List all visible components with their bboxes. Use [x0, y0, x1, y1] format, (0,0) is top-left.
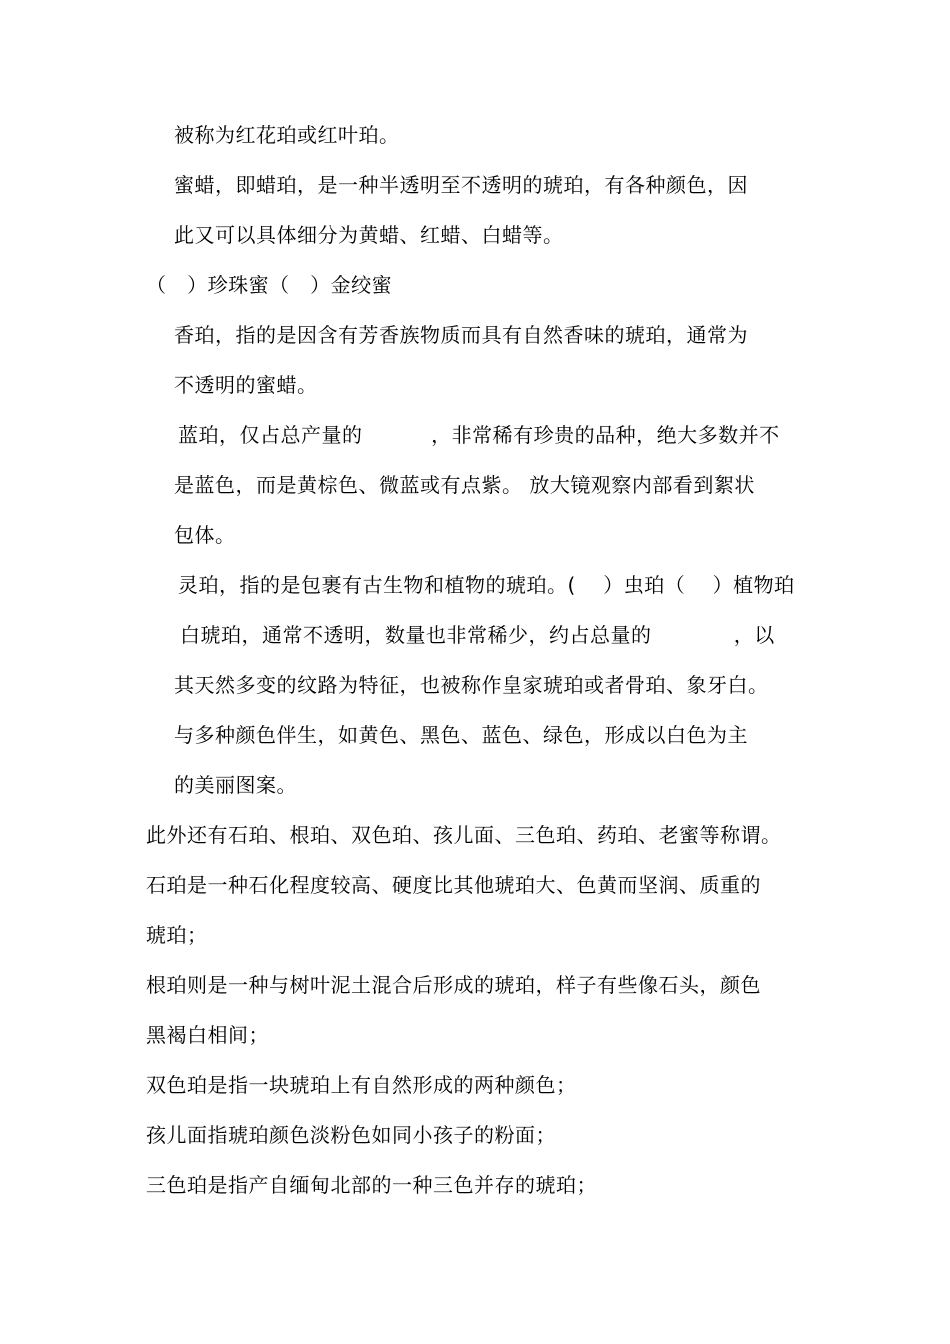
text-line: 双色珀是指一块琥珀上有自然形成的两种颜色；: [146, 1073, 577, 1097]
text-line: 孩儿面指琥珀颜色淡粉色如同小孩子的粉面；: [146, 1123, 556, 1147]
text-line: 香珀，指的是因含有芳香族物质而具有自然香味的琥珀，通常为: [174, 323, 748, 347]
text-line: 被称为红花珀或红叶珀。: [174, 123, 400, 147]
text-line: 白琥珀，通常不透明，数量也非常稀少，约占总量的 ，以: [180, 623, 775, 647]
text-line: 蓝珀，仅占总产量的 ，非常稀有珍贵的品种，绝大多数并不: [178, 423, 780, 447]
text-line: 三色珀是指产自缅甸北部的一种三色并存的琥珀；: [146, 1173, 597, 1197]
text-line: 根珀则是一种与树叶泥土混合后形成的琥珀，样子有些像石头，颜色: [146, 973, 761, 997]
text-line: 包体。: [174, 523, 236, 547]
text-line: 的美丽图案。: [174, 773, 297, 797]
text-line: 灵珀，指的是包裹有古生物和植物的琥珀。( ）虫珀（ ）植物珀: [178, 573, 795, 597]
text-line: 不透明的蜜蜡。: [174, 373, 318, 397]
text-line: 其天然多变的纹路为特征，也被称作皇家琥珀或者骨珀、象牙白。: [174, 673, 769, 697]
text-line: 此又可以具体细分为黄蜡、红蜡、白蜡等。: [174, 223, 564, 247]
text-line: 此外还有石珀、根珀、双色珀、孩儿面、三色珀、药珀、老蜜等称谓。: [146, 823, 782, 847]
text-line: 石珀是一种石化程度较高、硬度比其他琥珀大、色黄而坚润、质重的: [146, 873, 761, 897]
text-line: 琥珀；: [146, 923, 208, 947]
text-line: 蜜蜡，即蜡珀，是一种半透明至不透明的琥珀，有各种颜色，因: [174, 173, 748, 197]
text-line: 黑褐白相间；: [146, 1023, 269, 1047]
text-line: 是蓝色，而是黄棕色、微蓝或有点紫。 放大镜观察内部看到絮状: [174, 473, 755, 497]
text-line: （ ）珍珠蜜（ ）金绞蜜: [146, 273, 393, 297]
text-line: 与多种颜色伴生，如黄色、黑色、蓝色、绿色，形成以白色为主: [174, 723, 748, 747]
